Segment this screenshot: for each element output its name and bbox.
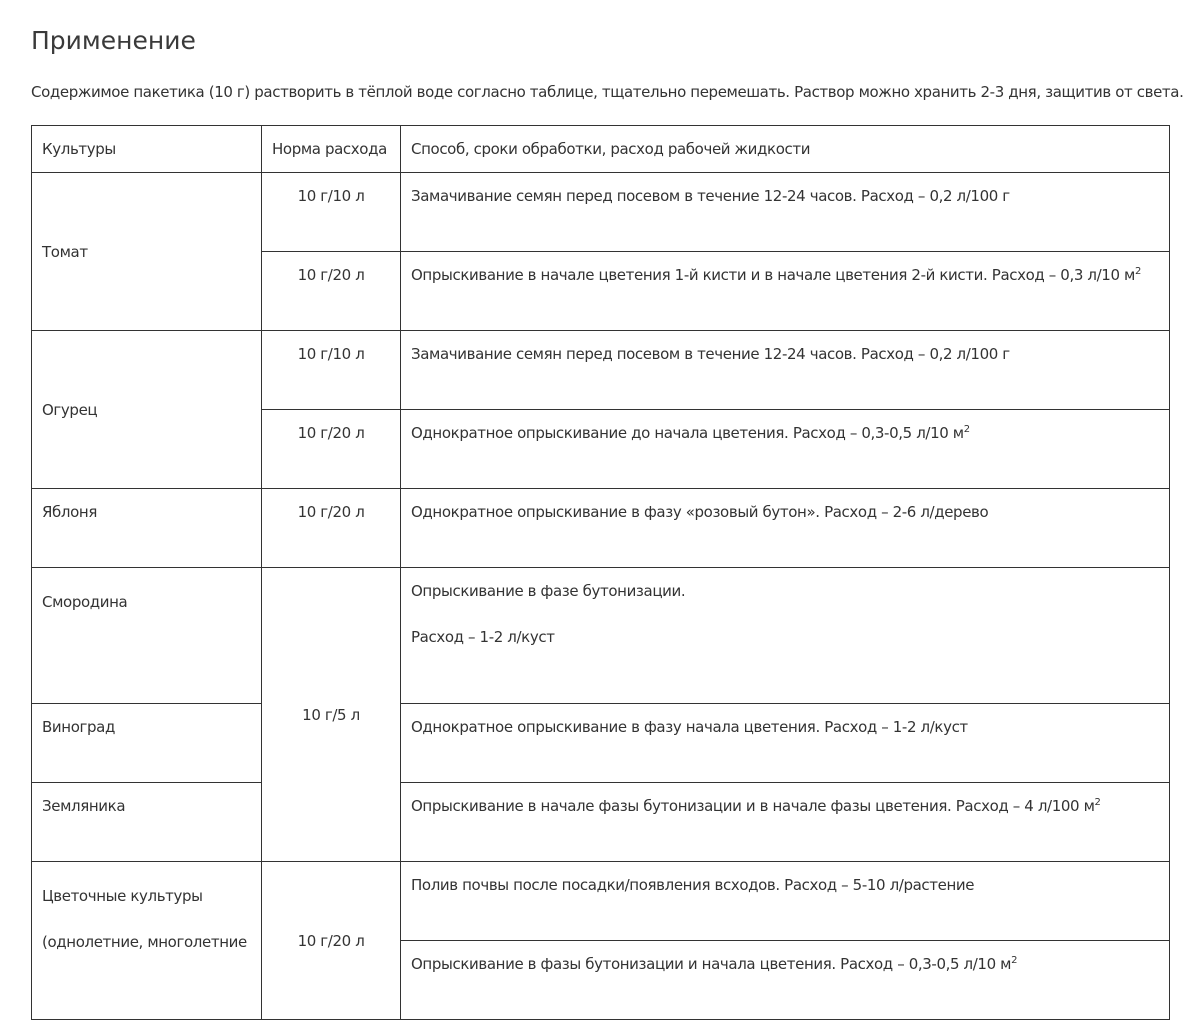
table-header-row — [32, 126, 1170, 173]
header-crop: Культуры — [32, 126, 262, 173]
crop-cell: Смородина — [32, 568, 262, 704]
intro-paragraph: Содержимое пакетика (10 г) растворить в тёплой воде согласно таблице, тщательно перемешать. Раствор можно хранить 2-3 дня, защитив от света. — [31, 83, 1184, 101]
table-row — [32, 568, 1170, 704]
norm-cell: 10 г/20 л — [262, 489, 401, 568]
method-cell: Полив почвы после посадки/появления всходов. Расход – 5-10 л/растение — [401, 862, 1170, 941]
method-cell — [401, 410, 1170, 489]
crop-cell: Яблоня — [32, 489, 262, 568]
method-cell — [401, 252, 1170, 331]
method-cell — [401, 783, 1170, 862]
table-row — [32, 489, 1170, 568]
table-row — [32, 704, 1170, 783]
norm-cell: 10 г/5 л — [262, 568, 401, 862]
usage-table — [31, 125, 1170, 1020]
crop-cell — [32, 862, 262, 1020]
method-cell — [401, 941, 1170, 1020]
header-method: Способ, сроки обработки, расход рабочей жидкости — [401, 126, 1170, 173]
superscript: 2 — [963, 424, 970, 435]
method-cell: Однократное опрыскивание в фазу начала цветения. Расход – 1-2 л/куст — [401, 704, 1170, 783]
norm-cell: 10 г/10 л — [262, 173, 401, 252]
method-line: Расход – 1-2 л/куст — [411, 628, 555, 646]
method-text: Опрыскивание в начале фазы бутонизации и в начале фазы цветения. Расход – 4 л/100 м — [411, 797, 1095, 815]
norm-cell: 10 г/10 л — [262, 331, 401, 410]
header-norm: Норма расхода — [262, 126, 401, 173]
superscript: 2 — [1134, 266, 1141, 277]
table-row — [32, 331, 1170, 410]
method-text: Однократное опрыскивание до начала цветения. Расход – 0,3-0,5 л/10 м — [411, 424, 964, 442]
crop-cell: Томат — [32, 173, 262, 331]
crop-line: (однолетние, многолетние — [42, 933, 247, 951]
superscript: 2 — [1094, 797, 1101, 808]
method-cell: Однократное опрыскивание в фазу «розовый бутон». Расход – 2-6 л/дерево — [401, 489, 1170, 568]
table-row — [32, 783, 1170, 862]
method-line: Опрыскивание в фазе бутонизации. — [411, 582, 686, 600]
method-text: Опрыскивание в начале цветения 1-й кисти и в начале цветения 2-й кисти. Расход – 0,3 л/10 м — [411, 266, 1135, 284]
table-row — [32, 173, 1170, 252]
method-cell: Замачивание семян перед посевом в течение 12-24 часов. Расход – 0,2 л/100 г — [401, 331, 1170, 410]
norm-cell: 10 г/20 л — [262, 410, 401, 489]
superscript: 2 — [1011, 955, 1018, 966]
crop-cell: Огурец — [32, 331, 262, 489]
method-cell: Замачивание семян перед посевом в течение 12-24 часов. Расход – 0,2 л/100 г — [401, 173, 1170, 252]
crop-cell: Виноград — [32, 704, 262, 783]
table-row — [32, 862, 1170, 941]
page-title: Применение — [31, 26, 196, 55]
norm-cell: 10 г/20 л — [262, 862, 401, 1020]
crop-cell: Земляника — [32, 783, 262, 862]
method-text: Опрыскивание в фазы бутонизации и начала цветения. Расход – 0,3-0,5 л/10 м — [411, 955, 1012, 973]
norm-cell: 10 г/20 л — [262, 252, 401, 331]
method-cell — [401, 568, 1170, 704]
crop-line: Цветочные культуры — [42, 887, 203, 905]
